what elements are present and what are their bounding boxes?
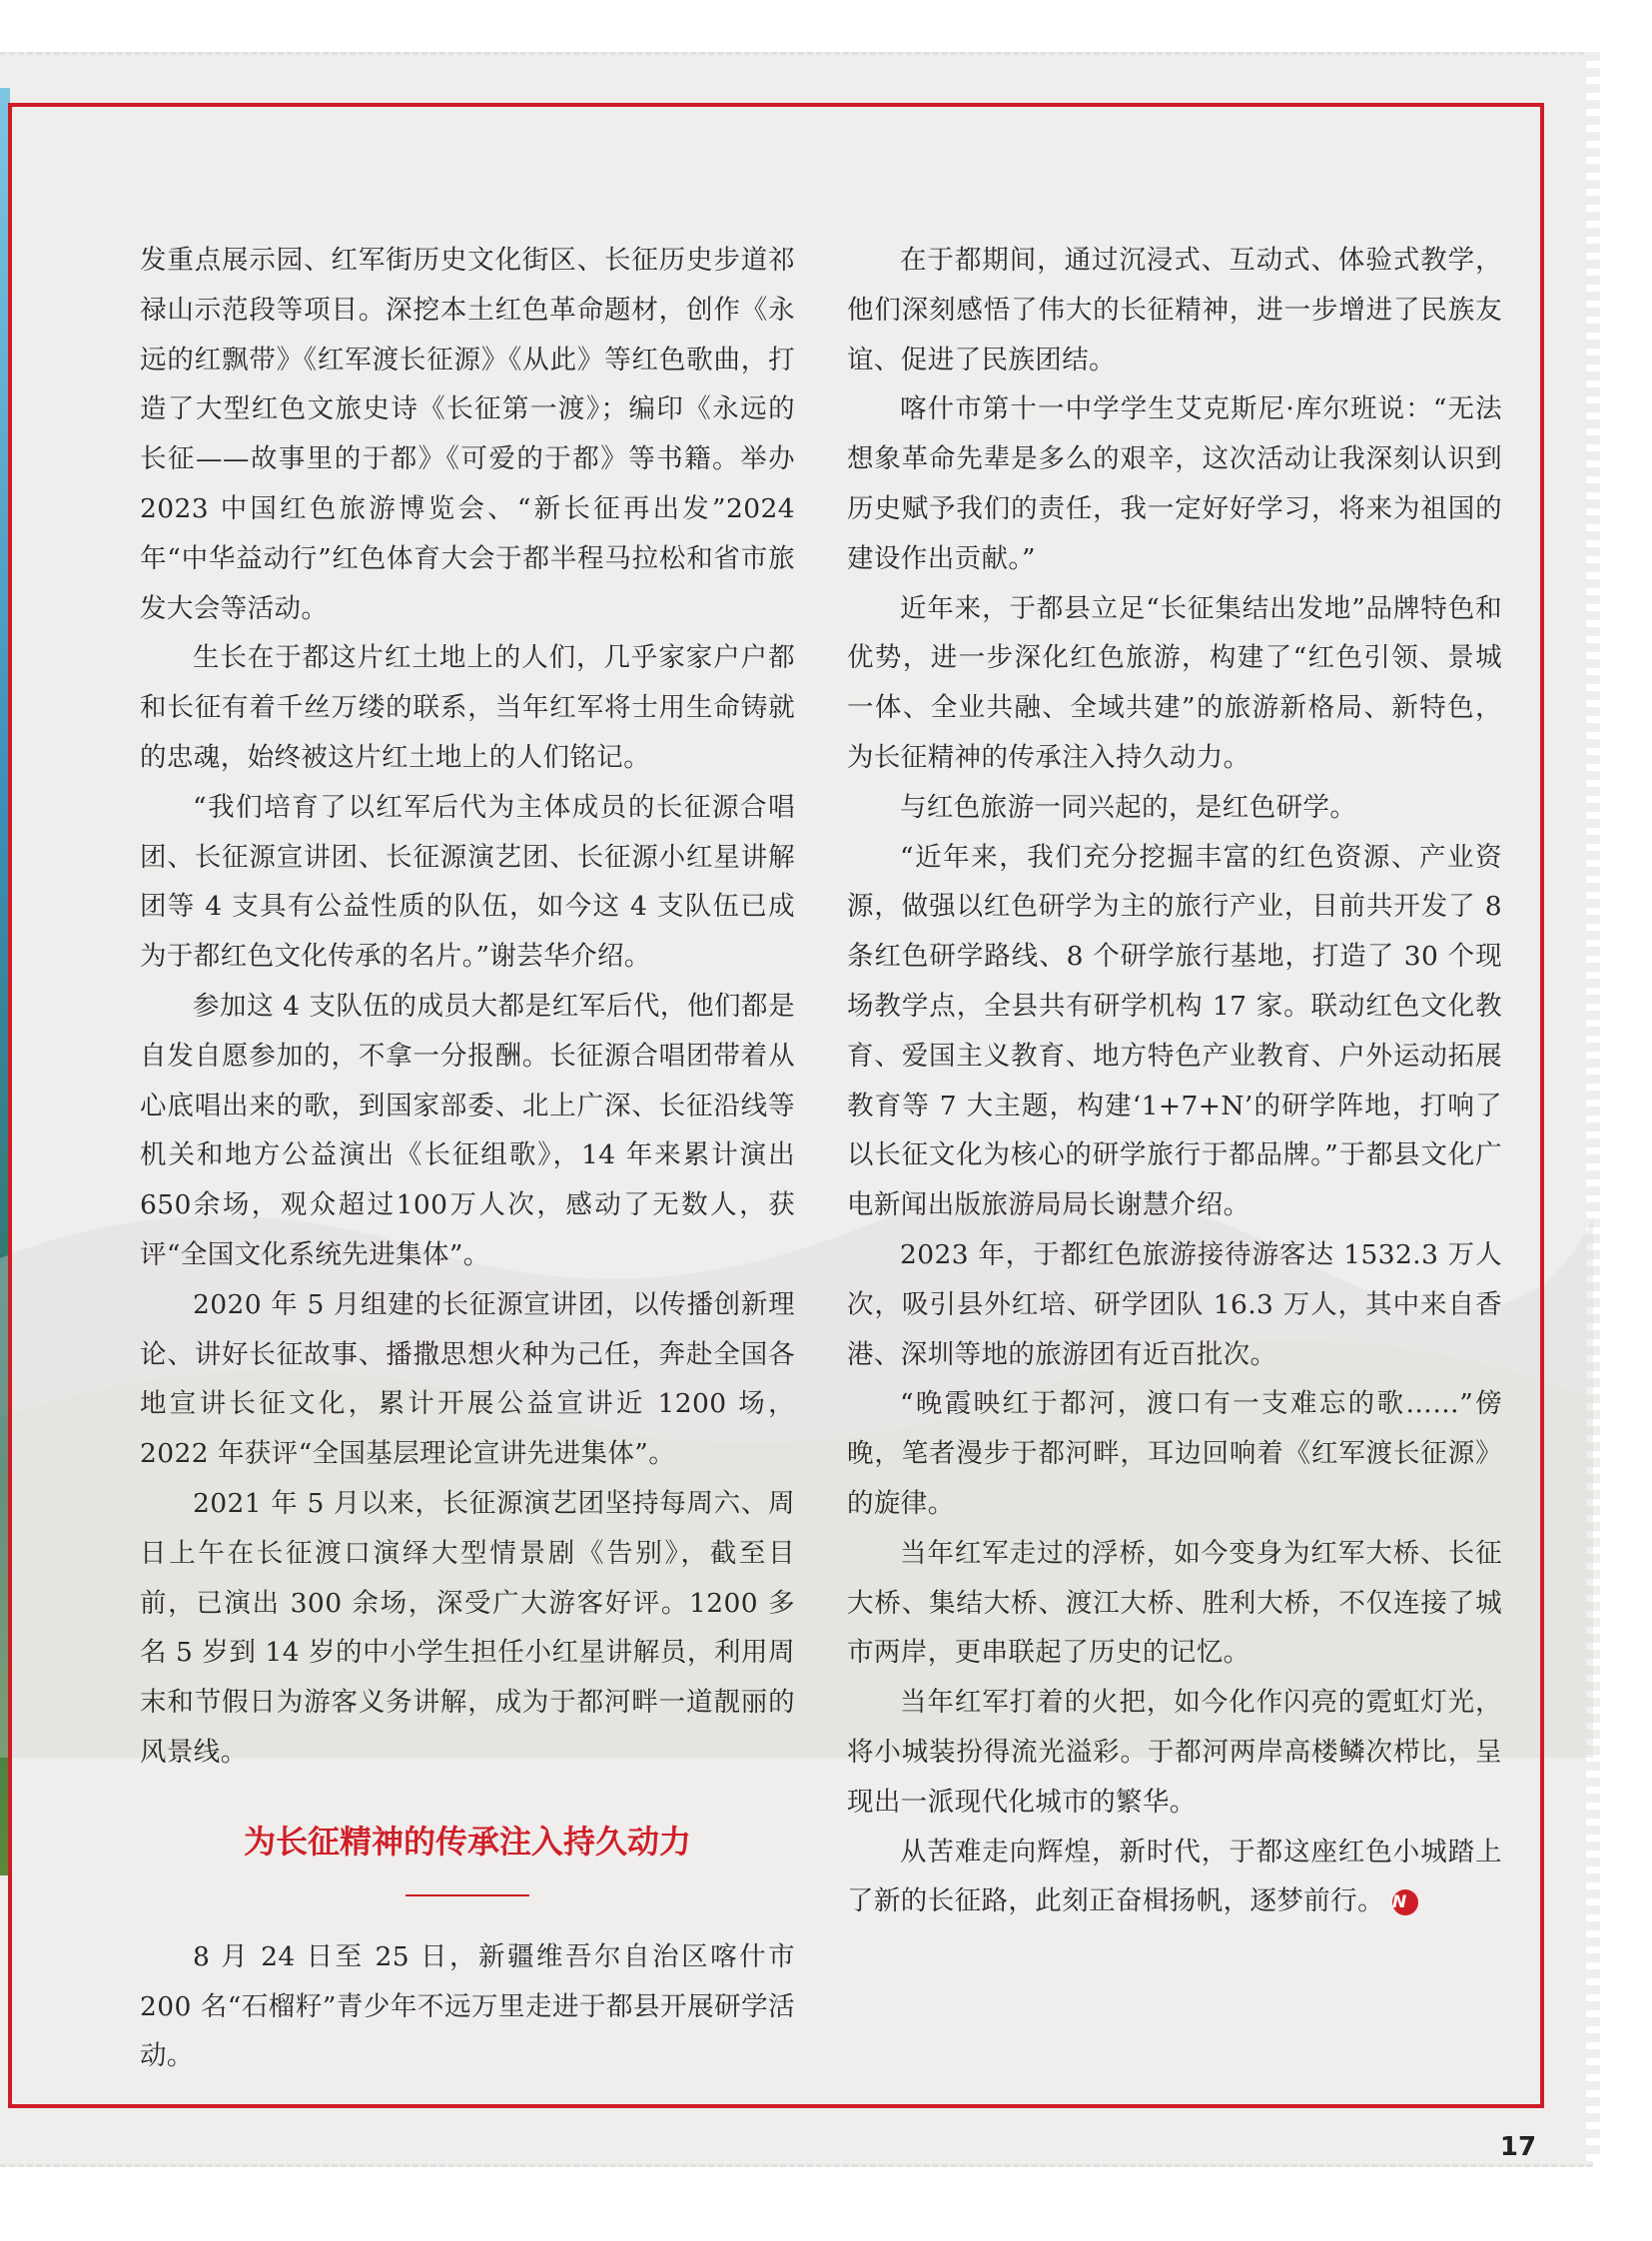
paragraph: “晚霞映红于都河，渡口有一支难忘的歌……”傍晚，笔者漫步于都河畔，耳边回响着《红军渡长征源》的旋律。 <box>847 1388 1502 1519</box>
paragraph: 参加这 4 支队伍的成员大都是红军后代，他们都是自发自愿参加的，不拿一分报酬。长征源合唱团带着从心底唱出来的歌，到国家部委、北上广深、长征沿线等机关和地方公益演出《长征组歌》，14 年来累计演出650余场，观众超过100万人次，感动了无数人，获评“全国文化系统先进集体”。 <box>140 990 795 1270</box>
paragraph: 近年来，于都县立足“长征集结出发地”品牌特色和优势，进一步深化红色旅游，构建了“红色引领、景城一体、全业共融、全域共建”的旅游新格局、新特色，为长征精神的传承注入持久动力。 <box>847 592 1502 773</box>
paragraph: 2020 年 5 月组建的长征源宣讲团，以传播创新理论、讲好长征故事、播撒思想火种为己任，奔赴全国各地宣讲长征文化，累计开展公益宣讲近 1200 场，2022 年获评“全国基层理论宣讲先进集体”。 <box>140 1288 795 1470</box>
page-number: 17 <box>1499 2132 1537 2162</box>
heading-underline <box>406 1894 529 1896</box>
paragraph-text: 从苦难走向辉煌，新时代，于都这座红色小城踏上了新的长征路，此刻正奋楫扬帆，逐梦前行。 <box>847 1836 1502 1917</box>
paragraph-final <box>847 1828 1502 1927</box>
paragraph: 发重点展示园、红军街历史文化街区、长征历史步道祁禄山示范段等项目。深挖本土红色革命题材，创作《永远的红飘带》《红军渡长征源》《从此》等红色歌曲，打造了大型红色文旅史诗《长征第一渡》；编印《永远的长征——故事里的于都》《可爱的于都》等书籍。举办 2023 中国红色旅游博览会、“新长征再出发”2024 年“中华益动行”红色体育大会于都半程马拉松和省市旅发大会等活动。 <box>140 245 795 624</box>
right-column <box>847 236 1502 1926</box>
section-heading: 为长征精神的传承注入持久动力 <box>243 1822 691 1861</box>
paragraph: 当年红军走过的浮桥，如今变身为红军大桥、长征大桥、集结大桥、渡江大桥、胜利大桥，不仅连接了城市两岸，更串联起了历史的记忆。 <box>847 1537 1502 1669</box>
paragraph: 2021 年 5 月以来，长征源演艺团坚持每周六、周日上午在长征渡口演绎大型情景剧《告别》，截至目前，已演出 300 余场，深受广大游客好评。1200 多名 5 岁到 14 岁的中小学生担任小红星讲解员，利用周末和节假日为游客义务讲解，成为于都河畔一道靓丽的风景线。 <box>140 1487 795 1768</box>
paragraph: 2023 年，于都红色旅游接待游客达 1532.3 万人次，吸引县外红培、研学团队 16.3 万人，其中来自香港、深圳等地的旅游团有近百批次。 <box>847 1238 1502 1370</box>
paragraph: 当年红军打着的火把，如今化作闪亮的霓虹灯光，将小城装扮得流光溢彩。于都河两岸高楼鳞次栉比，呈现出一派现代化城市的繁华。 <box>847 1687 1502 1818</box>
paragraph: 在于都期间，通过沉浸式、互动式、体验式教学，他们深刻感悟了伟大的长征精神，进一步增进了民族友谊、促进了民族团结。 <box>847 245 1502 375</box>
paragraph: “近年来，我们充分挖掘丰富的红色资源、产业资源，做强以红色研学为主的旅行产业，目前共开发了 8 条红色研学路线、8 个研学旅行基地，打造了 30 个现场教学点，全县共有研学机构 17 家。联动红色文化教育、爱国主义教育、地方特色产业教育、户外运动拓展教育等 7 大主题，构建‘1+7+N’的研学阵地，打响了以长征文化为核心的研学旅行于都品牌。”于都县文化广电新闻出版旅游局局长谢慧介绍。 <box>847 841 1502 1221</box>
paragraph: “我们培育了以红军后代为主体成员的长征源合唱团、长征源宣讲团、长征源演艺团、长征源小红星讲解团等 4 支具有公益性质的队伍，如今这 4 支队伍已成为于都红色文化传承的名片。”谢芸华介绍。 <box>140 791 795 973</box>
paragraph: 与红色旅游一同兴起的，是红色研学。 <box>900 791 1357 823</box>
paragraph: 生长在于都这片红土地上的人们，几乎家家户户都和长征有着千丝万缕的联系，当年红军将士用生命铸就的忠魂，始终被这片红土地上的人们铭记。 <box>140 642 795 773</box>
paragraph: 喀什市第十一中学学生艾克斯尼·库尔班说：“无法想象革命先辈是多么的艰辛，这次活动让我深刻认识到历史赋予我们的责任，我一定好好学习，将来为祖国的建设作出贡献。” <box>847 393 1502 574</box>
paragraph: 8 月 24 日至 25 日，新疆维吾尔自治区喀什市 200 名“石榴籽”青少年不远万里走进于都县开展研学活动。 <box>140 1940 795 2072</box>
left-column <box>140 236 795 2081</box>
end-mark-icon: N <box>1392 1889 1418 1915</box>
